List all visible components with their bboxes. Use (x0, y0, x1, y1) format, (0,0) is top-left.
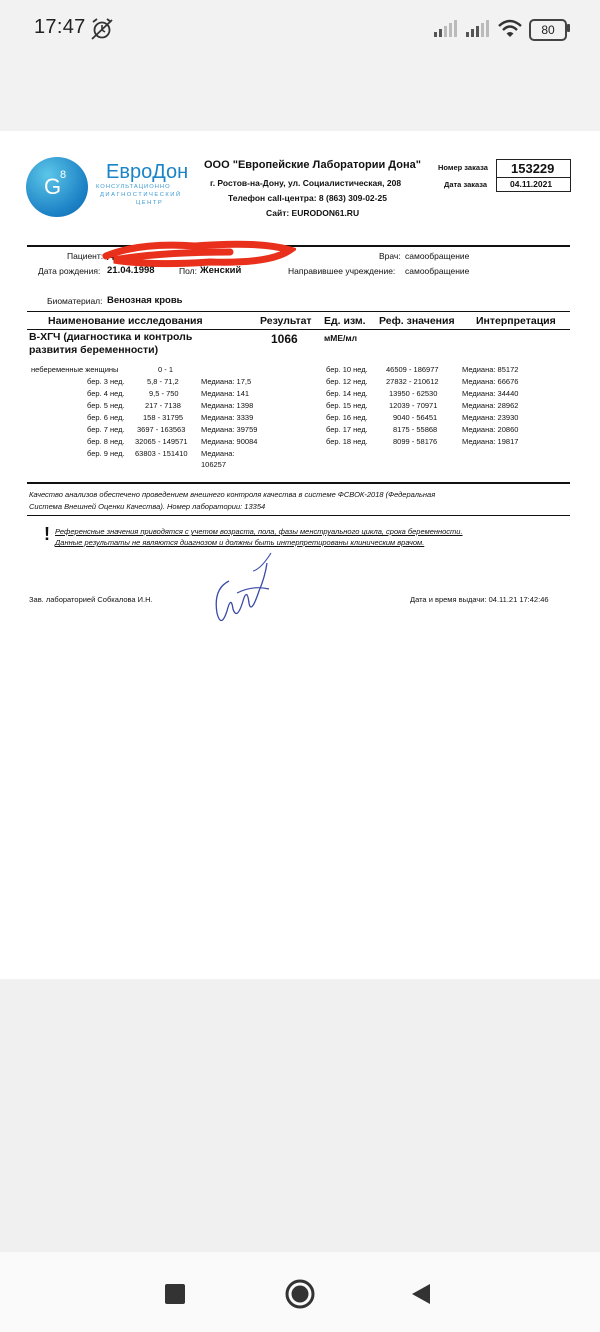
ref-range: 5,8 - 71,2 (147, 377, 179, 386)
ref-label: бер. 16 нед. (326, 413, 368, 422)
lab-report-document (0, 131, 600, 979)
order-date: 04.11.2021 (510, 179, 553, 189)
test-name-line1: B-ХГЧ (диагностика и контроль (29, 331, 193, 343)
col-header-interp: Интерпретация (476, 315, 556, 327)
ref-range: 217 - 7138 (145, 401, 181, 410)
recents-button[interactable] (165, 1284, 185, 1304)
logo-mark: G (44, 174, 62, 199)
dob-label: Дата рождения: (38, 266, 101, 276)
order-number-box (496, 159, 571, 178)
home-button[interactable] (284, 1278, 316, 1310)
ref-median: Медиана: (201, 449, 235, 458)
quality-line2: Система Внешней Оценки Качества). Номер лаборатории: 13354 (29, 502, 266, 511)
ref-label: бер. 7 нед. (87, 425, 125, 434)
col-header-result: Результат (260, 315, 312, 327)
ref-range: 3697 - 163563 (137, 425, 186, 434)
signal-icon-2 (465, 20, 491, 38)
lab-name: ООО "Европейские Лаборатории Дона" (204, 159, 421, 171)
signature (207, 551, 277, 631)
battery-tip (567, 24, 570, 32)
ref-label: бер. 17 нед. (326, 425, 368, 434)
empty-area (0, 980, 600, 1252)
doctor-label: Врач: (379, 251, 401, 261)
ref-label: бер. 8 нед. (87, 437, 125, 446)
quality-top-line (27, 482, 570, 484)
ref-median: Медиана: 141 (201, 389, 250, 398)
ref-row (0, 425, 600, 437)
battery-indicator: 80 (529, 19, 567, 41)
ref-median: Медиана: 28962 (462, 401, 519, 410)
doctor-value: самообращение (405, 251, 470, 261)
ref-label: бер. 6 нед. (87, 413, 125, 422)
ref-range: 8175 - 55868 (393, 425, 438, 434)
ref-range: 0 - 1 (158, 365, 174, 374)
ref-label: бер. 12 нед. (326, 377, 368, 386)
ref-row (0, 401, 600, 413)
test-result: 1066 (271, 332, 298, 346)
biomaterial-label: Биоматериал: (47, 296, 103, 306)
ref-median: Медиана: 90084 (201, 437, 258, 446)
ref-range: 158 - 31795 (143, 413, 184, 422)
ref-row (0, 377, 600, 389)
back-button[interactable] (410, 1282, 432, 1306)
ref-label: бер. 9 нед. (87, 449, 125, 458)
order-number-label: Номер заказа (438, 163, 488, 172)
test-name-line2: развития беременности) (29, 344, 159, 356)
status-bar (0, 0, 600, 62)
ref-label: бер. 18 нед. (326, 437, 368, 446)
lab-head: Зав. лабораторией Собкалова И.Н. (29, 595, 153, 604)
ref-median: Медиана: 23930 (462, 413, 519, 422)
notice-line1: Референсные значения приводятся с учетом возраста, пола, фазы менструального цикла, срока беременности. (55, 527, 463, 536)
biomaterial-value: Венозная кровь (107, 295, 183, 306)
brand-sub2: ДИАГНОСТИЧЕСКИЙ (100, 192, 182, 198)
lab-site: Сайт: EURODON61.RU (266, 208, 360, 218)
col-header-unit: Ед. изм. (324, 315, 366, 327)
dob-value: 21.04.1998 (107, 265, 155, 276)
ref-range: 9040 - 56451 (393, 413, 438, 422)
ref-median: Медиана: 17,5 (201, 377, 252, 386)
wifi-icon (497, 18, 523, 40)
alarm-off-icon (90, 18, 114, 40)
ref-label: бер. 4 нед. (87, 389, 125, 398)
ref-median: Медиана: 66676 (462, 377, 519, 386)
ref-row (0, 365, 600, 377)
ref-row (0, 449, 300, 473)
sex-value: Женский (200, 265, 242, 276)
ref-label: бер. 10 нед. (326, 365, 368, 374)
order-date-label: Дата заказа (444, 180, 488, 189)
ref-label: бер. 15 нед. (326, 401, 368, 410)
table-top-line (27, 311, 570, 312)
sex-label: Пол: (179, 266, 197, 276)
ref-range: 9,5 - 750 (149, 389, 179, 398)
ref-median: Медиана: 1398 (201, 401, 254, 410)
order-date-box (496, 177, 571, 192)
test-unit: мМЕ/мл (324, 333, 358, 343)
col-header-ref: Реф. значения (379, 315, 455, 327)
patient-name: Д (107, 250, 114, 261)
ref-range: 63803 - 151410 (135, 449, 188, 458)
ref-median: Медиана: 85172 (462, 365, 519, 374)
quality-bottom-line (27, 515, 570, 516)
order-number: 153229 (511, 161, 555, 176)
patient-label: Пациент: (67, 251, 104, 261)
notice-mark: ! (44, 524, 50, 544)
ref-range: 12039 - 70971 (389, 401, 438, 410)
brand-sub3: ЦЕНТР (136, 200, 164, 206)
brand-name: ЕвроДон (106, 161, 189, 183)
quality-line1: Качество анализов обеспечено проведением внешнего контроля качества в системе ФСВОК-2018 (Федеральная (29, 490, 436, 499)
ref-median: Медиана: 19817 (462, 437, 519, 446)
ref-range: 27832 - 210612 (386, 377, 439, 386)
ref-range: 32065 - 149571 (135, 437, 188, 446)
lab-phone: Телефон call-центра: 8 (863) 309-02-25 (228, 193, 387, 203)
logo-circle (26, 157, 88, 217)
referrer-value: самообращение (405, 266, 470, 276)
ref-row (0, 389, 600, 401)
ref-label: бер. 3 нед. (87, 377, 125, 386)
signal-icon-1 (433, 20, 459, 38)
referrer-label: Направившее учреждение: (288, 266, 396, 276)
status-time: 17:47 (34, 16, 86, 38)
ref-row (0, 413, 600, 425)
navigation-bar (0, 1252, 600, 1332)
brand-sub1: КОНСУЛЬТАЦИОННО (96, 184, 171, 190)
ref-label: небеременные женщины (31, 365, 119, 374)
ref-label: бер. 5 нед. (87, 401, 125, 410)
ref-range: 13950 - 62530 (389, 389, 438, 398)
ref-label: бер. 14 нед. (326, 389, 368, 398)
logo-sup: 8 (60, 169, 67, 181)
ref-median-extra: 106257 (201, 460, 227, 469)
issue-datetime: Дата и время выдачи: 04.11.21 17:42:46 (410, 595, 549, 604)
ref-median: Медиана: 34440 (462, 389, 519, 398)
ref-median: Медиана: 20860 (462, 425, 519, 434)
notice-line2: Данные результаты не являются диагнозом и должны быть интерпретированы клиническим врачом. (55, 538, 425, 547)
table-header-line (27, 329, 570, 330)
ref-median: Медиана: 3339 (201, 413, 254, 422)
col-header-name: Наименование исследования (48, 315, 203, 327)
ref-median: Медиана: 39759 (201, 425, 258, 434)
ref-row (0, 437, 600, 449)
ref-range: 8099 - 58176 (393, 437, 438, 446)
lab-address: г. Ростов-на-Дону, ул. Социалистическая, 208 (210, 178, 402, 188)
ref-range: 46509 - 186977 (386, 365, 439, 374)
